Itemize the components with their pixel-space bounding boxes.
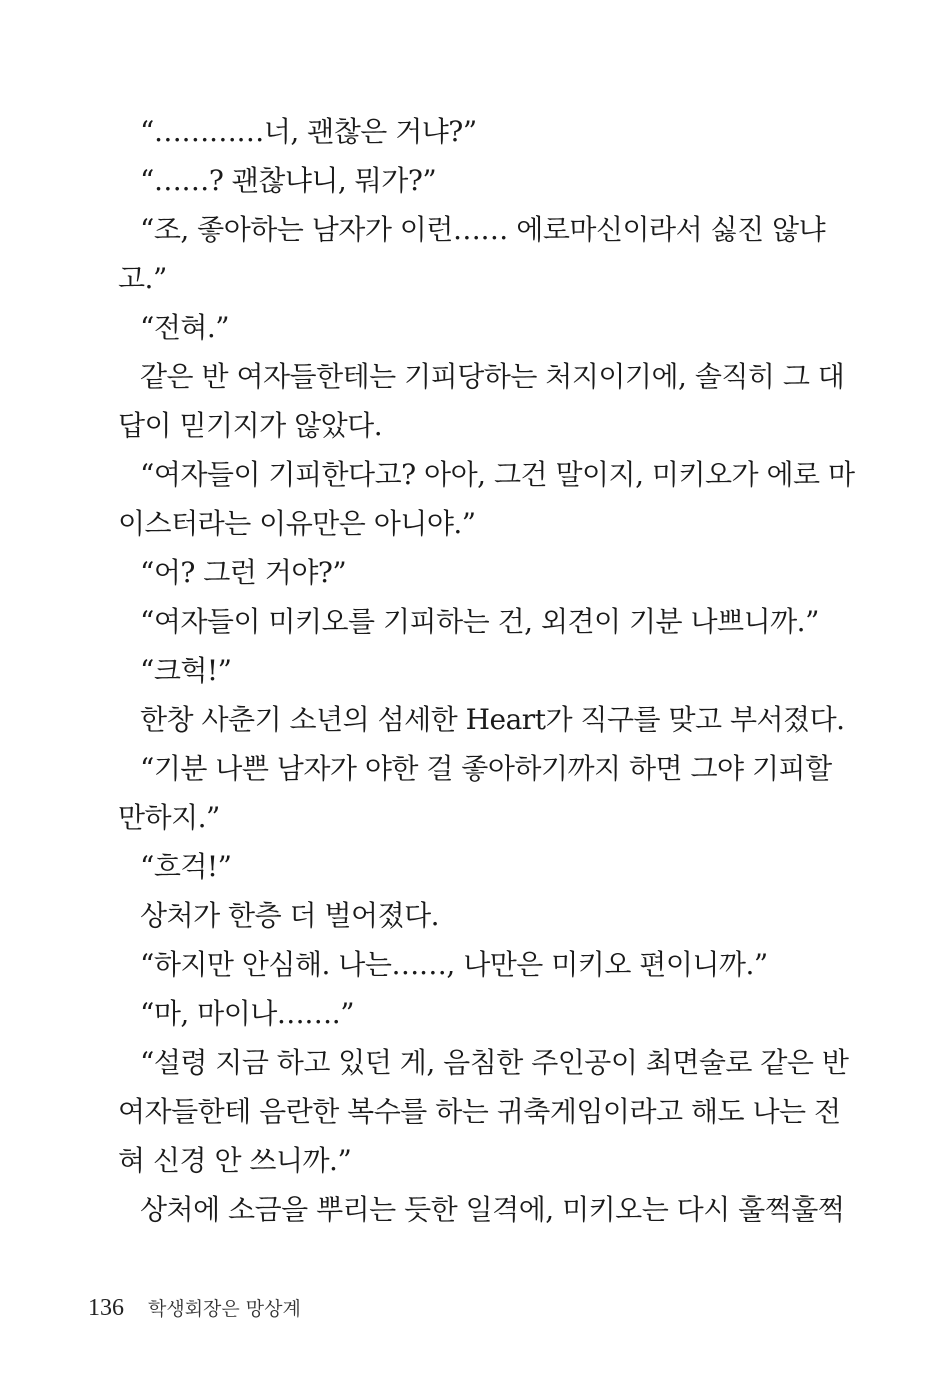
text-line: “여자들이 기피한다고? 아아, 그건 말이지, 미키오가 에로 마 <box>140 458 855 491</box>
text-line: “기분 나쁜 남자가 야한 걸 좋아하기까지 하면 그야 기피할 <box>140 752 832 785</box>
text-line: “……? 괜찮냐니, 뭐가?” <box>140 164 437 197</box>
text-line: “크헉!” <box>140 654 232 687</box>
text-line: 만하지.” <box>118 801 220 834</box>
text-line: 고.” <box>118 262 167 295</box>
text-line: 한창 사춘기 소년의 섬세한 Heart가 직구를 맞고 부서졌다. <box>140 703 845 736</box>
text-line: 답이 믿기지가 않았다. <box>118 409 383 442</box>
text-line: “어? 그런 거야?” <box>140 556 347 589</box>
book-title: 학생회장은 망상계 <box>148 1298 301 1320</box>
text-line: 같은 반 여자들한테는 기피당하는 처지이기에, 솔직히 그 대 <box>140 360 845 393</box>
text-line: “…………너, 괜찮은 거냐?” <box>140 115 477 148</box>
text-line: “흐걱!” <box>140 850 232 883</box>
text-line: 상처에 소금을 뿌리는 듯한 일격에, 미키오는 다시 훌쩍훌쩍 <box>140 1193 845 1226</box>
page-number: 136 <box>88 1295 124 1321</box>
page-footer <box>88 1294 301 1324</box>
text-line: 여자들한테 음란한 복수를 하는 귀축게임이라고 해도 나는 전 <box>118 1095 841 1128</box>
text-line: 혀 신경 안 쓰니까.” <box>118 1144 352 1177</box>
text-line: “전혀.” <box>140 311 230 344</box>
text-line: “마, 마이나…….” <box>140 997 355 1030</box>
text-line: 이스터라는 이유만은 아니야.” <box>118 507 476 540</box>
text-line: “설령 지금 하고 있던 게, 음침한 주인공이 최면술로 같은 반 <box>140 1046 849 1079</box>
text-line: “조, 좋아하는 남자가 이런…… 에로마신이라서 싫진 않냐 <box>140 213 826 246</box>
text-line: 상처가 한층 더 벌어졌다. <box>140 899 440 932</box>
body-text <box>118 107 855 1234</box>
text-line: “하지만 안심해. 나는……, 나만은 미키오 편이니까.” <box>140 948 768 981</box>
text-line: “여자들이 미키오를 기피하는 건, 외견이 기분 나쁘니까.” <box>140 605 819 638</box>
